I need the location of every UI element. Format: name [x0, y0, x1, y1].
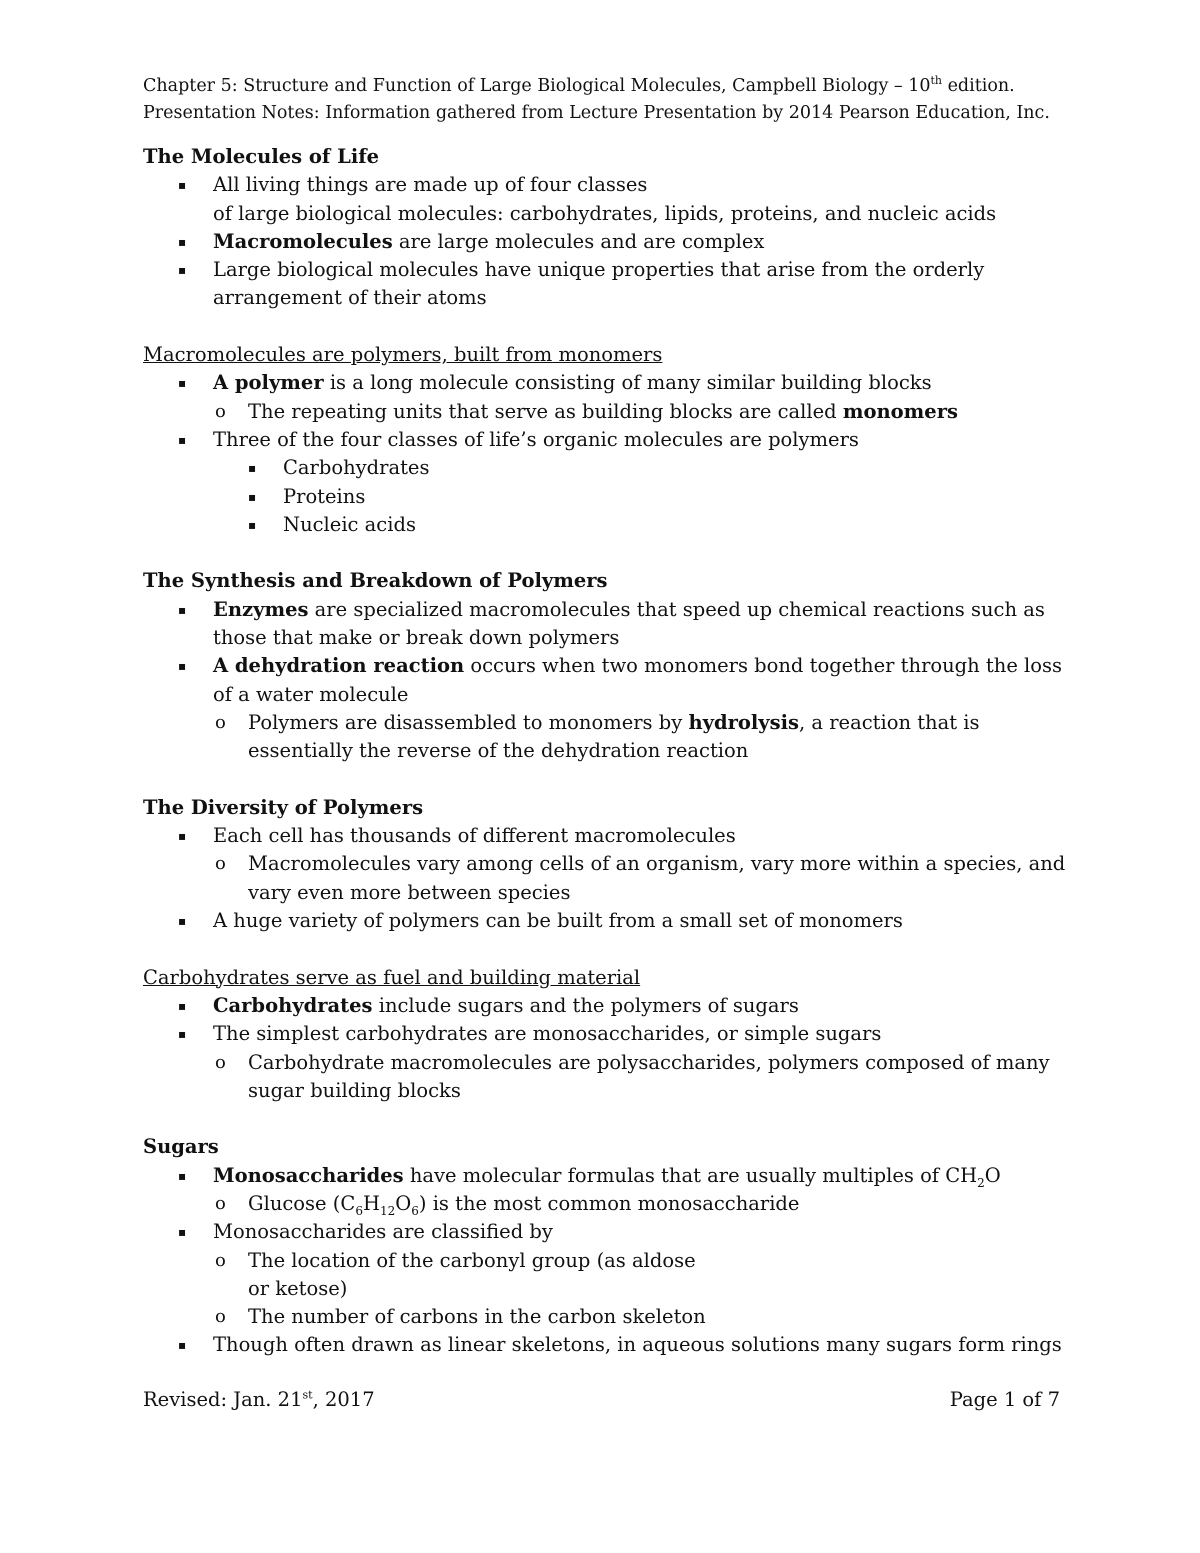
square-bullet-icon: ▪: [178, 178, 187, 193]
square-bullet-icon: ▪: [248, 517, 257, 532]
square-bullet-icon: ▪: [178, 602, 187, 617]
list-item: ▪ Monosaccharides have molecular formulas that are usually multiples of $CH_2O$: [178, 1163, 1001, 1190]
section-polymers-monomers: [143, 341, 1073, 539]
circle-bullet-icon: o: [215, 1306, 226, 1328]
list-item: ▪ Carbohydrates: [143, 454, 1073, 482]
list-item: ▪ Each cell has thousands of different macromolecules: [143, 822, 1073, 850]
square-bullet-icon: ▪: [178, 998, 187, 1013]
list-item: ▪ Nucleic acids: [143, 511, 1073, 539]
section-synthesis-breakdown: [143, 567, 1073, 765]
circle-bullet-icon: o: [215, 1051, 226, 1073]
list-item: ▪ Enzymes are specialized macromolecules that speed up chemical reactions such as those that make or break down polymers: [178, 597, 1045, 650]
list-item: o Glucose $(C_6H_{12}O_6)$ is the most common monosaccharide: [215, 1191, 800, 1218]
square-bullet-icon: ▪: [178, 1027, 187, 1042]
square-bullet-icon: ▪: [178, 1225, 187, 1240]
list-item: ▪ A polymer is a long molecule consisting of many similar building blocks: [143, 369, 1073, 397]
section-diversity-polymers: [143, 794, 1073, 935]
list-item: o The repeating units that serve as building blocks are called monomers: [143, 398, 1073, 426]
square-bullet-icon: ▪: [178, 829, 187, 844]
list-item: ▪ All living things are made up of four classes of large biological molecules: carbohydrates, lipids, proteins, and nucleic acids: [178, 173, 997, 225]
section-heading: Sugars: [143, 1135, 219, 1159]
section-heading: The Synthesis and Breakdown of Polymers: [143, 569, 608, 593]
section-carbohydrates: [143, 964, 1073, 1105]
square-bullet-icon: ▪: [178, 234, 187, 249]
notes-content: [143, 143, 1073, 1360]
list-item: o Macromolecules vary among cells of an organism, vary more within a species, and vary even more between species: [215, 852, 1066, 904]
section-molecules-of-life: [143, 143, 1073, 313]
list-item: o The location of the carbonyl group (as aldose or ketose): [215, 1248, 696, 1300]
section-heading: The Molecules of Life: [143, 145, 380, 168]
circle-bullet-icon: o: [215, 711, 226, 733]
list-item: ▪ The simplest carbohydrates are monosaccharides, or simple sugars: [143, 1020, 1073, 1048]
section-sugars: [143, 1133, 1073, 1359]
square-bullet-icon: ▪: [178, 1338, 187, 1353]
square-bullet-icon: ▪: [248, 461, 257, 476]
list-item: o Carbohydrate macromolecules are polysaccharides, polymers composed of many sugar building blocks: [215, 1050, 1050, 1102]
circle-bullet-icon: o: [215, 400, 226, 422]
section-heading: Carbohydrates serve as fuel and building material: [143, 965, 641, 989]
list-item: ▪ A huge variety of polymers can be built from a small set of monomers: [143, 907, 1073, 935]
square-bullet-icon: ▪: [178, 263, 187, 278]
square-bullet-icon: ▪: [178, 1168, 187, 1183]
circle-bullet-icon: o: [215, 1192, 226, 1214]
square-bullet-icon: ▪: [178, 376, 187, 391]
square-bullet-icon: ▪: [178, 432, 187, 447]
list-item: ▪ Large biological molecules have unique properties that arise from the orderly arrangement of their atoms: [178, 258, 985, 310]
square-bullet-icon: ▪: [248, 489, 257, 504]
list-item: ▪ Three of the four classes of life’s organic molecules are polymers: [143, 426, 1073, 454]
header-line-2: Presentation Notes: Information gathered from Lecture Presentation by 2014 Pearson Education, Inc.: [143, 103, 1050, 123]
list-item: ▪ A dehydration reaction occurs when two monomers bond together through the loss of a water molecule: [178, 654, 1063, 706]
list-item: ▪ Monosaccharides are classified by: [143, 1218, 1073, 1246]
document-footer: [143, 1388, 1060, 1411]
list-item: ▪ Though often drawn as linear skeletons, in aqueous solutions many sugars form rings: [143, 1331, 1073, 1359]
document-header: [143, 73, 1050, 127]
list-item: ▪ Proteins: [143, 483, 1073, 511]
revised-date: Revised: Jan. 21st, 2017: [143, 1388, 375, 1411]
circle-bullet-icon: o: [215, 853, 226, 875]
square-bullet-icon: ▪: [178, 659, 187, 674]
section-heading: The Diversity of Polymers: [143, 795, 424, 819]
circle-bullet-icon: o: [215, 1249, 226, 1271]
page-number: Page 1 of 7: [949, 1388, 1060, 1411]
list-item: ▪ Macromolecules are large molecules and are complex: [143, 228, 1073, 256]
list-item: o Polymers are disassembled to monomers by hydrolysis, a reaction that is essentially the reverse of the dehydration reaction: [215, 710, 980, 763]
list-item: ▪ Carbohydrates include sugars and the polymers of sugars: [143, 992, 1073, 1020]
list-item: o The number of carbons in the carbon skeleton: [143, 1303, 1073, 1331]
header-line-1: Chapter 5: Structure and Function of Large Biological Molecules, Campbell Biology – 10th edition.: [143, 74, 1015, 96]
square-bullet-icon: ▪: [178, 914, 187, 929]
section-heading: Macromolecules are polymers, built from monomers: [143, 343, 663, 367]
